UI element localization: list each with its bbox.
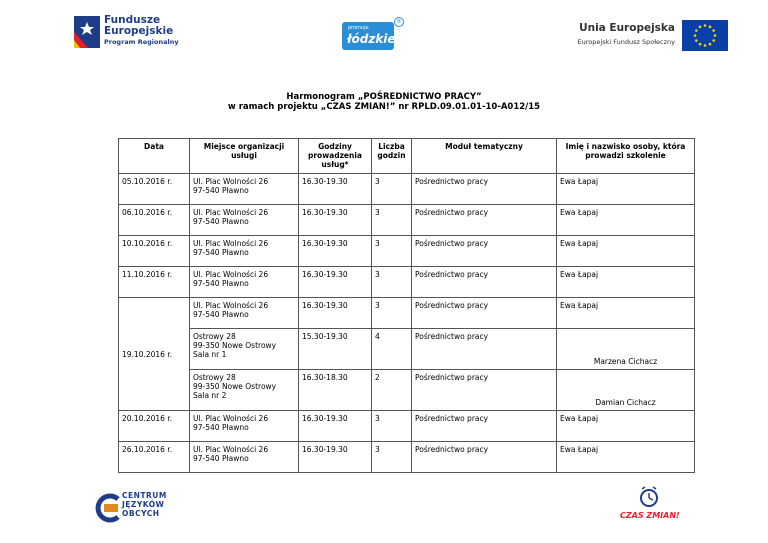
fundusze-europejskie-logo (70, 12, 190, 54)
cjo-line2: JĘZYKÓW (122, 500, 165, 509)
table-row (119, 205, 695, 236)
place-line: 97-540 Pławno (193, 423, 249, 432)
document-subtitle: w ramach projektu „CZAS ZMIAN!” nr RPLD.09.01.01-10-A012/15 (227, 102, 541, 112)
cell-count: 3 (372, 205, 412, 236)
cell-hours: 15.30-19.30 (299, 329, 372, 370)
cell-date: 11.10.2016 r. (119, 267, 190, 298)
cell-date: 10.10.2016 r. (119, 236, 190, 267)
header-date: Data (119, 139, 190, 174)
header-person: Imię i nazwisko osoby, która prowadzi szkolenie (557, 139, 695, 174)
cell-count: 4 (372, 329, 412, 370)
fe-logo-line3: Program Regionalny (104, 38, 179, 46)
cell-module: Pośrednictwo pracy (412, 411, 557, 442)
table-header-row (119, 139, 695, 174)
cell-person: Ewa Łapaj (557, 267, 695, 298)
eu-star-icon (712, 29, 715, 32)
table-row (119, 236, 695, 267)
eu-star-icon (699, 26, 702, 29)
cell-hours: 16.30-19.30 (299, 298, 372, 329)
cell-hours: 16.30-19.30 (299, 411, 372, 442)
cjo-line3: OBCYCH (122, 509, 160, 518)
cell-date: 26.10.2016 r. (119, 442, 190, 473)
cell-module: Pośrednictwo pracy (412, 298, 557, 329)
cell-date: 19.10.2016 r. (119, 298, 190, 411)
cell-count: 3 (372, 442, 412, 473)
table-row (119, 411, 695, 442)
registered-mark: ® (394, 17, 404, 27)
place-line: Ostrowy 28 (193, 373, 236, 382)
cell-person: Ewa Łapaj (557, 411, 695, 442)
cell-module: Pośrednictwo pracy (412, 267, 557, 298)
place-line: Sala nr 2 (193, 391, 227, 400)
schedule-table (118, 138, 695, 473)
cell-person: Damian Cichacz (557, 370, 695, 411)
place-line: 97-540 Pławno (193, 186, 249, 195)
czas-zmian-logo (612, 485, 692, 525)
table-row (119, 174, 695, 205)
cell-date: 05.10.2016 r. (119, 174, 190, 205)
eu-star-icon (714, 34, 717, 37)
cell-hours: 16.30-19.30 (299, 442, 372, 473)
eu-star-icon (704, 24, 707, 27)
cell-hours: 16.30-19.30 (299, 205, 372, 236)
place-line: 99-350 Nowe Ostrowy (193, 341, 277, 350)
fe-logo-line1: Fundusze (104, 14, 161, 26)
cell-module: Pośrednictwo pracy (412, 236, 557, 267)
place-line: 97-540 Pławno (193, 454, 249, 463)
table-row (119, 442, 695, 473)
document-title: Harmonogram „POŚREDNICTWO PRACY” (286, 92, 482, 102)
clock-icon (638, 485, 660, 509)
cell-module: Pośrednictwo pracy (412, 442, 557, 473)
cell-place (190, 329, 299, 370)
cjo-mark-icon (92, 491, 120, 525)
header-hours: Godziny prowadzenia usług* (299, 139, 372, 174)
place-line: Ul. Plac Wolności 26 (193, 208, 269, 217)
cell-person: Ewa Łapaj (557, 236, 695, 267)
cell-hours: 16.30-18.30 (299, 370, 372, 411)
cell-place (190, 298, 299, 329)
eu-star-icon (709, 43, 712, 46)
cell-place (190, 411, 299, 442)
header-count: Liczba godzin (372, 139, 412, 174)
place-line: Ul. Plac Wolności 26 (193, 177, 269, 186)
header-module: Moduł tematyczny (412, 139, 557, 174)
cell-count: 2 (372, 370, 412, 411)
table-row (119, 370, 695, 411)
cell-count: 3 (372, 411, 412, 442)
cell-module: Pośrednictwo pracy (412, 370, 557, 411)
cell-count: 3 (372, 298, 412, 329)
table-row (119, 298, 695, 329)
eu-star-icon (694, 34, 697, 37)
promuje-lodzkie-logo (342, 14, 402, 54)
cell-place (190, 174, 299, 205)
header-place: Miejsce organizacji usługi (190, 139, 299, 174)
cell-person: Marzena Cichacz (557, 329, 695, 370)
eu-star-icon (699, 43, 702, 46)
cell-date: 20.10.2016 r. (119, 411, 190, 442)
ue-logo-subtitle: Europejski Fundusz Społeczny (577, 38, 675, 46)
cell-person: Ewa Łapaj (557, 174, 695, 205)
place-line: Ul. Plac Wolności 26 (193, 414, 269, 423)
cell-place (190, 236, 299, 267)
eu-star-icon (709, 26, 712, 29)
centrum-jezykow-obcych-logo (92, 489, 172, 529)
place-line: Ul. Plac Wolności 26 (193, 270, 269, 279)
cell-hours: 16.30-19.30 (299, 267, 372, 298)
place-line: 97-540 Pławno (193, 217, 249, 226)
place-line: Ul. Plac Wolności 26 (193, 445, 269, 454)
eu-star-icon (712, 39, 715, 42)
place-line: 97-540 Pławno (193, 310, 249, 319)
cell-count: 3 (372, 174, 412, 205)
cell-place (190, 442, 299, 473)
cell-place (190, 267, 299, 298)
cell-module: Pośrednictwo pracy (412, 329, 557, 370)
eu-star-icon (704, 44, 707, 47)
cell-hours: 16.30-19.30 (299, 174, 372, 205)
place-line: Sala nr 1 (193, 350, 227, 359)
cell-module: Pośrednictwo pracy (412, 205, 557, 236)
lodzkie-logo-small: promuje (348, 25, 369, 31)
table-row (119, 267, 695, 298)
place-line: Ul. Plac Wolności 26 (193, 301, 269, 310)
cell-module: Pośrednictwo pracy (412, 174, 557, 205)
cell-count: 3 (372, 267, 412, 298)
place-line: 97-540 Pławno (193, 248, 249, 257)
place-line: 97-540 Pławno (193, 279, 249, 288)
czas-zmian-text: CZAS ZMIAN! (620, 511, 680, 520)
cell-person: Ewa Łapaj (557, 205, 695, 236)
cell-hours: 16.30-19.30 (299, 236, 372, 267)
place-line: Ul. Plac Wolności 26 (193, 239, 269, 248)
eu-star-icon (695, 29, 698, 32)
fe-logo-line2: Europejskie (104, 25, 174, 37)
cell-count: 3 (372, 236, 412, 267)
place-line: Ostrowy 28 (193, 332, 236, 341)
cjo-line1: CENTRUM (122, 491, 167, 500)
fe-flag-icon (70, 12, 102, 52)
eu-flag-icon (682, 20, 728, 51)
table-row (119, 329, 695, 370)
lodzkie-logo-big: łódzkie (347, 32, 396, 46)
cell-person: Ewa Łapaj (557, 442, 695, 473)
ue-logo-title: Unia Europejska (579, 22, 675, 34)
eu-star-icon (695, 39, 698, 42)
place-line: 99-350 Nowe Ostrowy (193, 382, 277, 391)
cell-person: Ewa Łapaj (557, 298, 695, 329)
cell-place (190, 205, 299, 236)
unia-europejska-logo (573, 18, 733, 54)
cell-place (190, 370, 299, 411)
cell-date: 06.10.2016 r. (119, 205, 190, 236)
